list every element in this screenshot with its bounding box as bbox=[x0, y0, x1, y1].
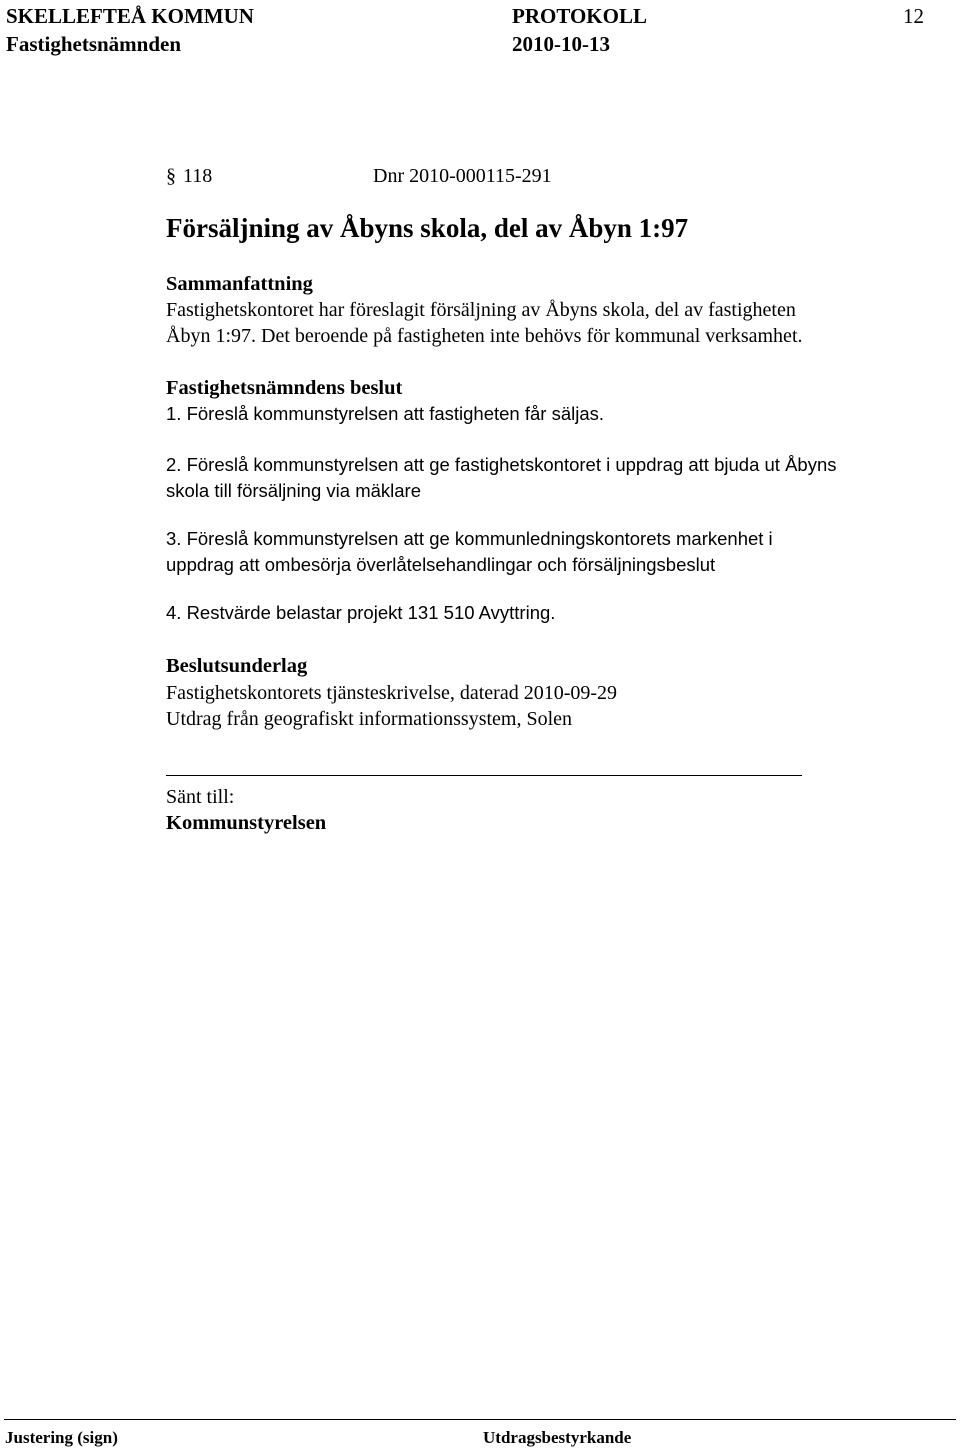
paragraph-reference bbox=[166, 163, 212, 189]
summary-line-1: Fastighetskontoret har föreslagit försäljning av Åbyns skola, del av fastigheten bbox=[166, 299, 796, 321]
separator-line bbox=[166, 775, 802, 776]
footer-utdrag: Utdragsbestyrkande bbox=[483, 1428, 632, 1447]
decision-item-4: 4. Restvärde belastar projekt 131 510 Avyttring. bbox=[166, 602, 556, 623]
decision-item-3-line-2: uppdrag att ombesörja överlåtelsehandlingar och försäljningsbeslut bbox=[166, 554, 716, 575]
basis-heading: Beslutsunderlag bbox=[166, 655, 308, 677]
paragraph-number: 118 bbox=[183, 165, 213, 187]
meeting-date: 2010-10-13 bbox=[512, 32, 610, 56]
decision-item-2-line-2: skola till försäljning via mäklare bbox=[166, 480, 421, 501]
dnr: Dnr 2010-000115-291 bbox=[373, 165, 552, 187]
decision-item-2-line-1: 2. Föreslå kommunstyrelsen att ge fastighetskontoret i uppdrag att bjuda ut Åbyns bbox=[166, 454, 837, 475]
sent-to-recipient: Kommunstyrelsen bbox=[166, 812, 327, 834]
sent-to-label: Sänt till: bbox=[166, 786, 235, 808]
summary-heading: Sammanfattning bbox=[166, 273, 313, 295]
paragraph-symbol: § bbox=[166, 165, 176, 187]
decision-item-3-line-1: 3. Föreslå kommunstyrelsen att ge kommunledningskontorets markenhet i bbox=[166, 528, 773, 549]
decision-heading: Fastighetsnämndens beslut bbox=[166, 377, 403, 399]
org-name: SKELLEFTEÅ KOMMUN bbox=[6, 4, 254, 28]
decision-item-1: 1. Föreslå kommunstyrelsen att fastigheten får säljas. bbox=[166, 403, 605, 424]
committee-name: Fastighetsnämnden bbox=[6, 32, 182, 56]
basis-line-1: Fastighetskontorets tjänsteskrivelse, daterad 2010-09-29 bbox=[166, 682, 618, 704]
document-type: PROTOKOLL bbox=[512, 4, 647, 28]
basis-line-2: Utdrag från geografiskt informationssystem, Solen bbox=[166, 708, 573, 730]
footer-line bbox=[4, 1419, 956, 1420]
summary-line-2: Åbyn 1:97. Det beroende på fastigheten inte behövs för kommunal verksamhet. bbox=[166, 325, 803, 347]
footer-justering: Justering (sign) bbox=[5, 1428, 118, 1447]
page-title: Försäljning av Åbyns skola, del av Åbyn 1:97 bbox=[166, 213, 689, 243]
page-number: 12 bbox=[903, 4, 924, 28]
